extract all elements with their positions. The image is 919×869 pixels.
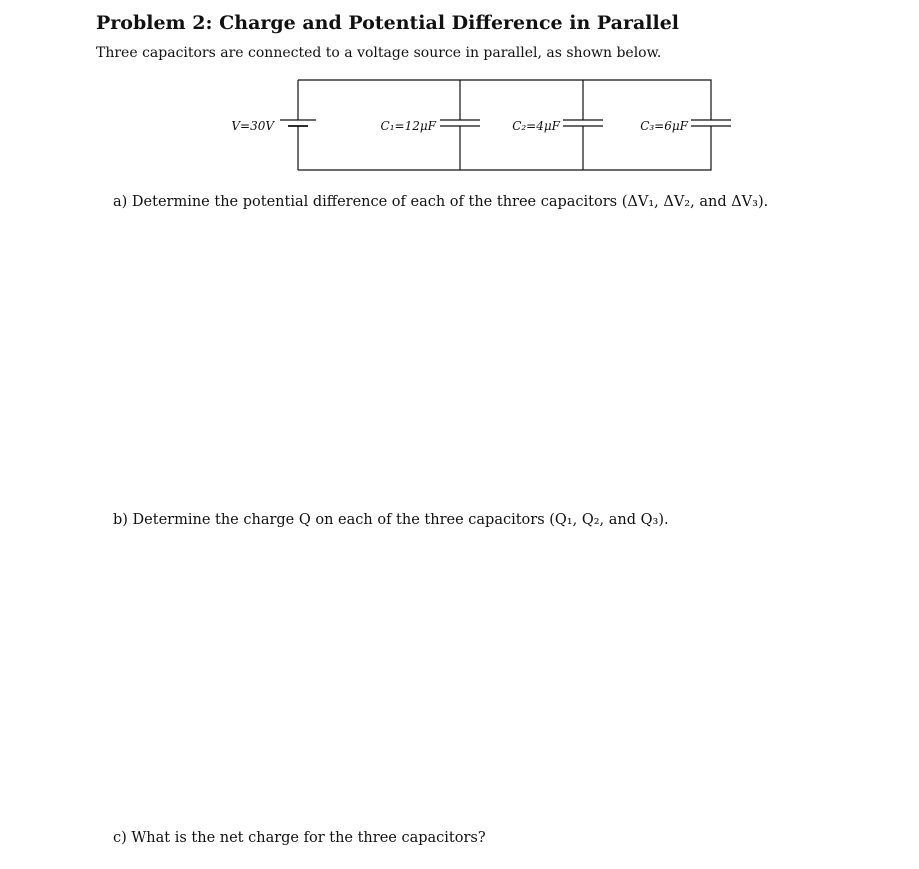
capacitor-3-label: C₃=6μF xyxy=(640,119,688,133)
capacitor-1-symbol xyxy=(440,120,480,126)
source-label: V=30V xyxy=(231,119,274,133)
bottom-wire xyxy=(298,133,711,170)
problem-title: Problem 2: Charge and Potential Difference in Parallel xyxy=(96,12,680,34)
problem-intro: Three capacitors are connected to a voltage source in parallel, as shown below. xyxy=(96,45,662,61)
question-b: b) Determine the charge Q on each of the three capacitors (Q₁, Q₂, and Q₃). xyxy=(113,512,669,528)
question-c: c) What is the net charge for the three capacitors? xyxy=(113,830,486,846)
capacitor-2-label: C₂=4μF xyxy=(512,119,560,133)
question-a: a) Determine the potential difference of each of the three capacitors (ΔV₁, ΔV₂, and ΔV₃). xyxy=(113,194,769,210)
top-wire xyxy=(298,80,711,107)
capacitor-3-symbol xyxy=(691,107,731,133)
capacitor-1-label: C₁=12μF xyxy=(380,119,436,133)
circuit-diagram xyxy=(0,0,919,190)
battery-symbol xyxy=(280,120,316,126)
capacitor-2-symbol xyxy=(563,120,603,126)
